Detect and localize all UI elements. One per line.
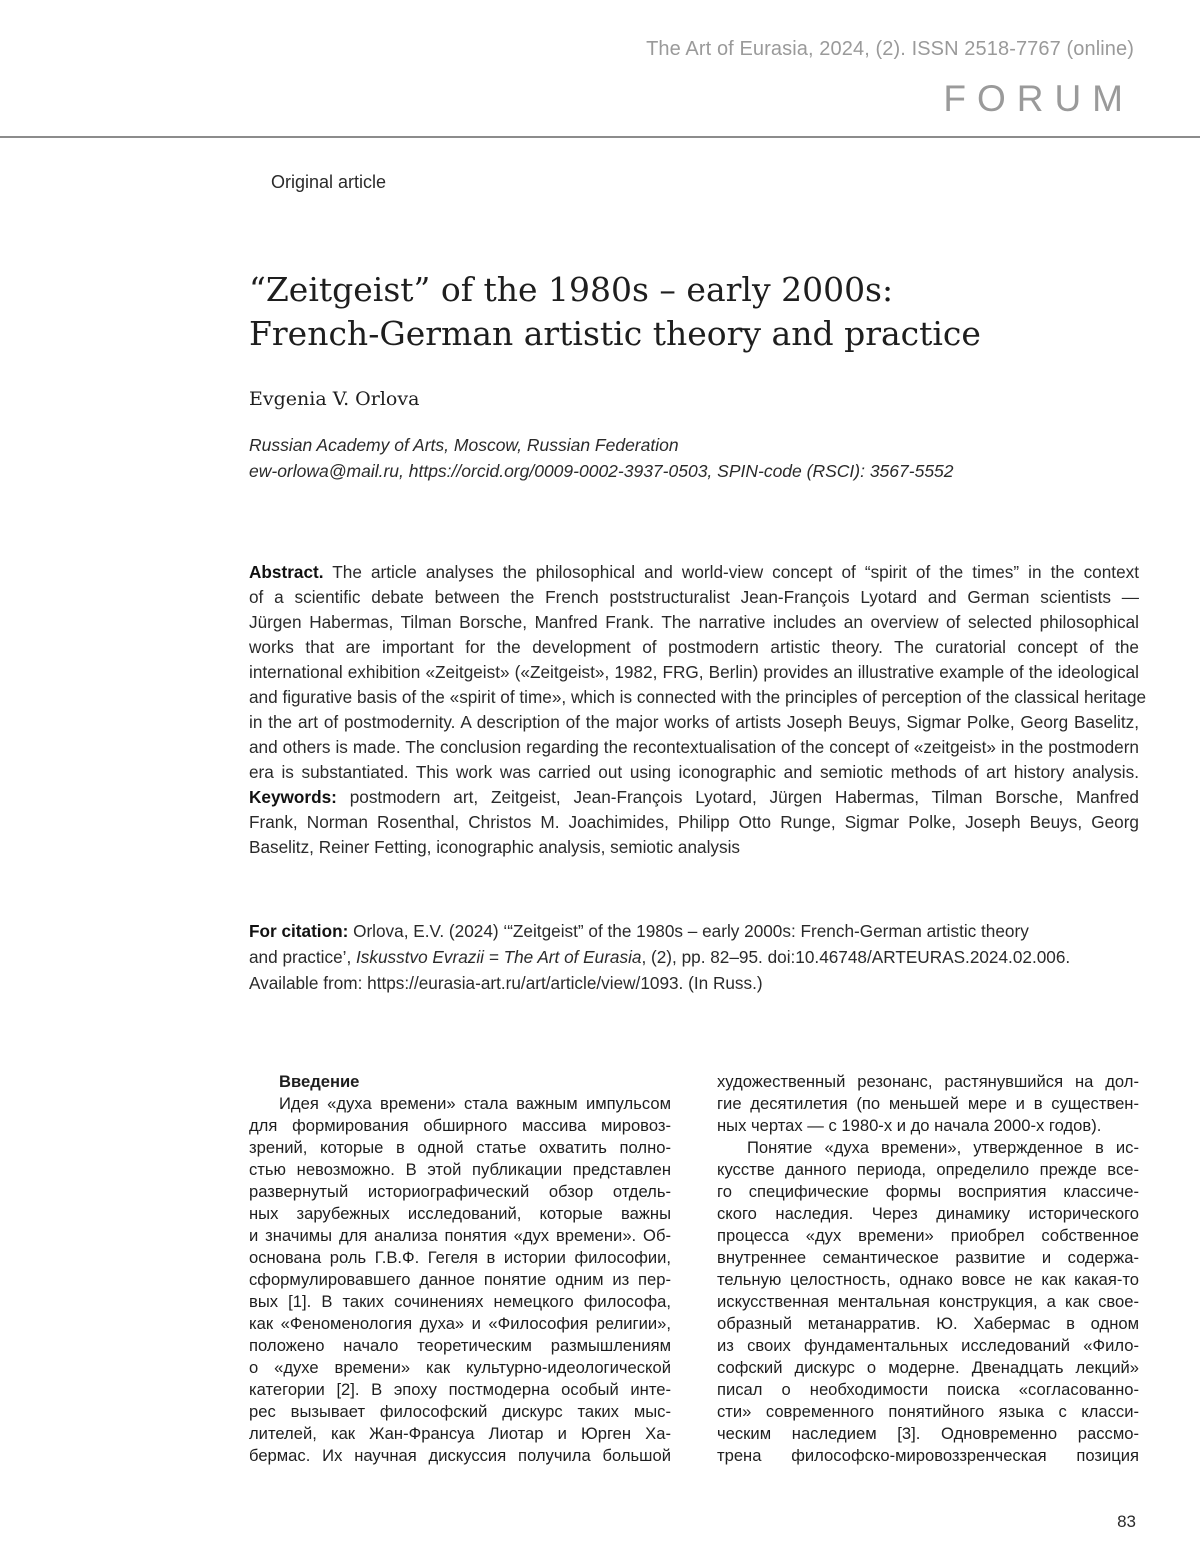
body-line: категории [2]. В эпоху постмодерна особый инте-	[249, 1380, 671, 1399]
body-line: софский дискурс о модерне. Двенадцать лекций»	[717, 1358, 1139, 1377]
citation-block	[249, 918, 1139, 996]
body-line: ческим наследием [3]. Одновременно рассмо-	[717, 1424, 1139, 1443]
body-line: зрений, которые в одной статье охватить полно-	[249, 1138, 671, 1157]
citation-line: and practice’, Iskusstvo Evrazii = The Art of Eurasia, (2), pp. 82–95. doi:10.46748/ARTEURAS.2024.02.006.	[249, 947, 1071, 967]
author-affiliation-block	[249, 432, 1149, 484]
article-title	[249, 268, 1149, 356]
body-line: ского наследия. Через динамику исторического	[717, 1204, 1139, 1223]
body-line: положено начало теоретическим размышлениям	[249, 1336, 671, 1355]
body-line: Идея «духа времени» стала важным импульсом	[279, 1094, 671, 1113]
body-line: как «Феноменология духа» и «Философия религии»,	[249, 1314, 671, 1333]
body-line: го специфические формы восприятия классиче-	[717, 1182, 1139, 1201]
body-line: бермас. Их научная дискуссия получила большой	[249, 1446, 671, 1465]
abstract-label: Abstract.	[249, 562, 324, 582]
body-column-left	[249, 1071, 671, 1467]
abstract-line: and others is made. The conclusion regarding the recontextualisation of the concept of «zeitgeist» in the postmodern	[249, 737, 1139, 757]
body-line: искусственная ментальная конструкция, а как свое-	[717, 1292, 1139, 1311]
body-line: развернутый историографический обзор отдель-	[249, 1182, 671, 1201]
keywords-line: Baselitz, Reiner Fetting, iconographic analysis, semiotic analysis	[249, 837, 741, 857]
body-line: ных зарубежных исследований, которые важны	[249, 1204, 671, 1223]
affiliation: Russian Academy of Arts, Moscow, Russian Federation	[249, 435, 679, 455]
abstract	[249, 560, 1147, 785]
keywords-label: Keywords:	[249, 787, 337, 807]
header-divider	[0, 136, 1200, 138]
author-contacts[interactable]: ew-orlowa@mail.ru, https://orcid.org/0009-0002-3937-0503, SPIN-code (RSCI): 3567-5552	[249, 461, 954, 481]
body-line: трена философско-мировоззренческая позиция	[717, 1446, 1139, 1465]
body-line: основана роль Г.В.Ф. Гегеля в истории философии,	[249, 1248, 671, 1267]
body-line: тельную целостность, однако вовсе не как какая-то	[717, 1270, 1139, 1289]
citation-label: For citation:	[249, 921, 349, 941]
abstract-line: in the art of postmodernity. A description of the major works of artists Joseph Beuys, Sigmar Polke, Georg Baselitz,	[249, 712, 1139, 732]
journal-header: The Art of Eurasia, 2024, (2). ISSN 2518-7767 (online)	[646, 38, 1134, 60]
keywords	[249, 785, 1139, 860]
author-name: Evgenia V. Orlova	[249, 388, 420, 410]
body-column-right	[717, 1071, 1139, 1467]
body-line: внутреннее семантическое развитие и содержа-	[717, 1248, 1139, 1267]
citation-line: For citation: Orlova, E.V. (2024) ‘“Zeitgeist” of the 1980s – early 2000s: French-German artistic theory	[249, 921, 1029, 941]
abstract-line: international exhibition «Zeitgeist» («Zeitgeist», 1982, FRG, Berlin) provides an illustrative example of the ideological	[249, 662, 1139, 682]
body-line: и значимы для анализа понятия «дух времени». Об-	[249, 1226, 671, 1245]
title-line: French-German artistic theory and practice	[249, 314, 981, 353]
body-line: для формирования обширного массива мировоз-	[249, 1116, 671, 1135]
body-line: сформулировавшего данное понятие одним из пер-	[249, 1270, 671, 1289]
title-line: “Zeitgeist” of the 1980s – early 2000s:	[249, 270, 894, 309]
body-line: кусстве данного периода, определило прежде все-	[717, 1160, 1139, 1179]
body-line: писал о необходимости поиска «согласованно-	[717, 1380, 1139, 1399]
citation-link[interactable]: Available from: https://eurasia-art.ru/art/article/view/1093. (In Russ.)	[249, 973, 763, 993]
journal-name: Iskusstvo Evrazii = The Art of Eurasia	[356, 947, 642, 967]
body-line: ных чертах — с 1980-х и до начала 2000-х годов).	[717, 1116, 1102, 1135]
abstract-section	[249, 560, 1147, 860]
body-line: процесса «дух времени» приобрел собственное	[717, 1226, 1139, 1245]
abstract-line: of a scientific debate between the French poststructuralist Jean-François Lyotard and German scientists —	[249, 587, 1139, 607]
body-line: о «духе времени» как культурно-идеологической	[249, 1358, 671, 1377]
body-line: сти» современного понятийного языка с класси-	[717, 1402, 1139, 1421]
section-heading: Введение	[279, 1072, 360, 1091]
abstract-line: works that are important for the development of postmodern artistic theory. The curatorial concept of the	[249, 637, 1139, 657]
body-line: вых [1]. В таких сочинениях немецкого философа,	[249, 1292, 671, 1311]
body-line: гие десятилетия (по меньшей мере и в существен-	[717, 1094, 1139, 1113]
section-title: FORUM	[943, 78, 1134, 119]
abstract-line: Jürgen Habermas, Tilman Borsche, Manfred Frank. The narrative includes an overview of selected philosophical	[249, 612, 1139, 632]
keywords-line: Keywords: postmodern art, Zeitgeist, Jean-François Lyotard, Jürgen Habermas, Tilman Borsche, Manfred	[249, 787, 1139, 807]
body-line: образный метанарратив. Ю. Хабермас в одном	[717, 1314, 1139, 1333]
body-line: из своих фундаментальных исследований «Фило-	[717, 1336, 1139, 1355]
body-line: художественный резонанс, растянувшийся на дол-	[717, 1072, 1139, 1091]
body-line: лителей, как Жан-Франсуа Лиотар и Юрген Ха-	[249, 1424, 671, 1443]
abstract-line: and figurative basis of the «spirit of time», which is connected with the principles of perception of the classical heritage	[249, 687, 1147, 707]
page-number: 83	[1117, 1512, 1136, 1531]
article-type: Original article	[271, 172, 387, 192]
body-line: рес вызывает философский дискурс таких мыс-	[249, 1402, 671, 1421]
body-line: стью невозможно. В этой публикации представлен	[249, 1160, 671, 1179]
abstract-line: Abstract. The article analyses the philosophical and world-view concept of “spirit of the times” in the context	[249, 562, 1139, 582]
abstract-line: era is substantiated. This work was carried out using iconographic and semiotic methods of art history analysis.	[249, 762, 1139, 782]
body-line: Понятие «духа времени», утвержденное в ис-	[747, 1138, 1139, 1157]
keywords-line: Frank, Norman Rosenthal, Christos M. Joachimides, Philipp Otto Runge, Sigmar Polke, Joseph Beuys, Georg	[249, 812, 1139, 832]
